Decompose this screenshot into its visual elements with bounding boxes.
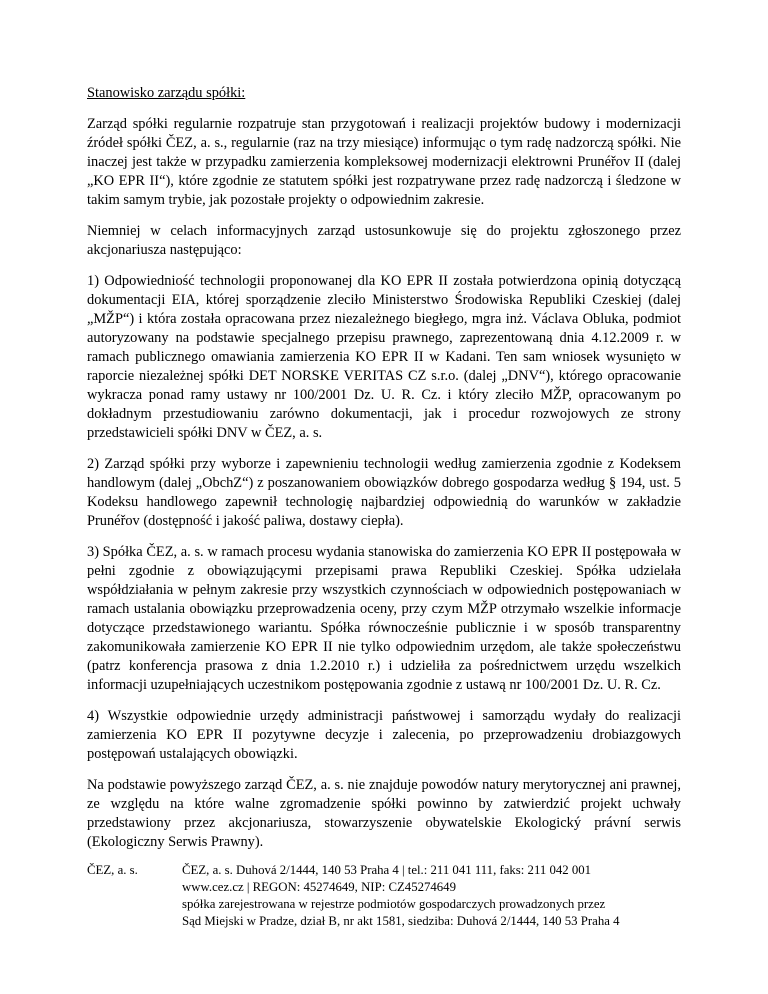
paragraph-point-1: 1) Odpowiedniość technologii proponowanej dla KO EPR II została potwierdzona opinią dotyczącą dokumentacji EIA, której sporządzenie zleciło Ministerstwo Środowiska Republiki Czeskiej (dalej „MŽP“) i która została opracowana przez niezależnego biegłego, mgra inż. Václava Obluka, podmiot autoryzowany na podstawie specjalnego przepisu prawnego, zaprezentowaną dnia 4.12.2009 r. w ramach publicznego omawiania zamierzenia KO EPR II w Kadani. Ten sam wniosek wysunięto w raporcie niezależnej spółki DET NORSKE VERITAS CZ s.r.o. (dalej „DNV“), którego opracowanie wykracza ponad ramy ustawy nr 100/2001 Dz. U. R. Cz. i który zleciło MŽP, opracowanym po dokładnym przestudiowaniu zarówno dokumentacji, jak i procedur rozwojowych ze strony przedstawicieli spółki DNV w ČEZ, a. s.: [87, 273, 681, 441]
footer-company-name: ČEZ, a. s.: [87, 863, 138, 877]
document-footer: [87, 862, 681, 930]
footer-register-line: spółka zarejestrowana w rejestrze podmiotów gospodarczych prowadzonych przez: [182, 897, 606, 911]
paragraph-point-2: 2) Zarząd spółki przy wyborze i zapewnieniu technologii według zamierzenia zgodnie z Kodeksem handlowym (dalej „ObchZ“) z poszanowaniem obowiązków dobrego gospodarza według § 194, ust. 5 Kodeksu handlowego zapewnił technologię najbardziej odpowiednią do warunków w zakładzie Prunéřov (dostępność i jakość paliwa, dostawy ciepła).: [87, 456, 681, 529]
footer-address-line: ČEZ, a. s. Duhová 2/1444, 140 53 Praha 4 | tel.: 211 041 111, faks: 211 042 001: [182, 863, 592, 877]
footer-registration-line: www.cez.cz | REGON: 45274649, NIP: CZ45274649: [182, 880, 456, 894]
paragraph-conclusion: Na podstawie powyższego zarząd ČEZ, a. s. nie znajduje powodów natury merytorycznej ani prawnej, ze względu na które walne zgromadzenie spółki powinno by zatwierdzić projekt uchwały przedstawiony przez akcjonariusza, stowarzyszenie obywatelskie Ekologický právní serwis (Ekologiczny Serwis Prawny).: [87, 777, 681, 850]
paragraph-point-3: 3) Spółka ČEZ, a. s. w ramach procesu wydania stanowiska do zamierzenia KO EPR II postępowała w pełni zgodnie z obowiązującymi przepisami prawa Republiki Czeskiej. Spółka udzielała współdziałania w pełnym zakresie przy wszystkich czynnościach w odpowiednich postępowaniach w ramach ustalania obowiązku przeprowadzenia oceny, przy czym MŽP otrzymało wszelkie informacje dotyczące przedstawionego wariantu. Spółka równocześnie publicznie i w sposób transparentny zakomunikowała zamierzenie KO EPR II nie tylko odpowiednim urzędom, ale także społeczeństwu (patrz konferencja prasowa z dnia 1.2.2010 r.) i udzieliła za pośrednictwem urzędu wszelkich informacji uzupełniających uczestnikom postępowania zgodnie z ustawą nr 100/2001 Dz. U. R. Cz.: [87, 544, 681, 693]
footer-court-line: Sąd Miejski w Pradze, dział B, nr akt 1581, siedziba: Duhová 2/1444, 140 53 Praha 4: [182, 914, 620, 928]
footer-company-details: [182, 862, 681, 930]
paragraph-point-4: 4) Wszystkie odpowiednie urzędy administracji państwowej i samorządu wydały do realizacji zamierzenia KO EPR II pozytywne decyzje i zalecenia, po przeprowadzeniu drobiazgowych postępowań ustalających obowiązki.: [87, 708, 681, 762]
paragraph-preamble: Niemniej w celach informacyjnych zarząd ustosunkowuje się do projektu zgłoszonego przez akcjonariusza następująco:: [87, 223, 681, 258]
document-body: [87, 84, 681, 864]
section-heading: Stanowisko zarządu spółki:: [87, 85, 246, 101]
paragraph-intro: Zarząd spółki regularnie rozpatruje stan przygotowań i realizacji projektów budowy i modernizacji źródeł spółki ČEZ, a. s., regularnie (raz na trzy miesiące) informując o tym radę nadzorczą spółki. Nie inaczej jest także w przypadku zamierzenia kompleksowej modernizacji elektrowni Prunéřov II (dalej „KO EPR II“), które zgodnie ze statutem spółki jest rozpatrywane przez radę nadzorczą i śledzone w takim samym trybie, jak pozostałe projekty o odpowiednim zakresie.: [87, 116, 681, 208]
